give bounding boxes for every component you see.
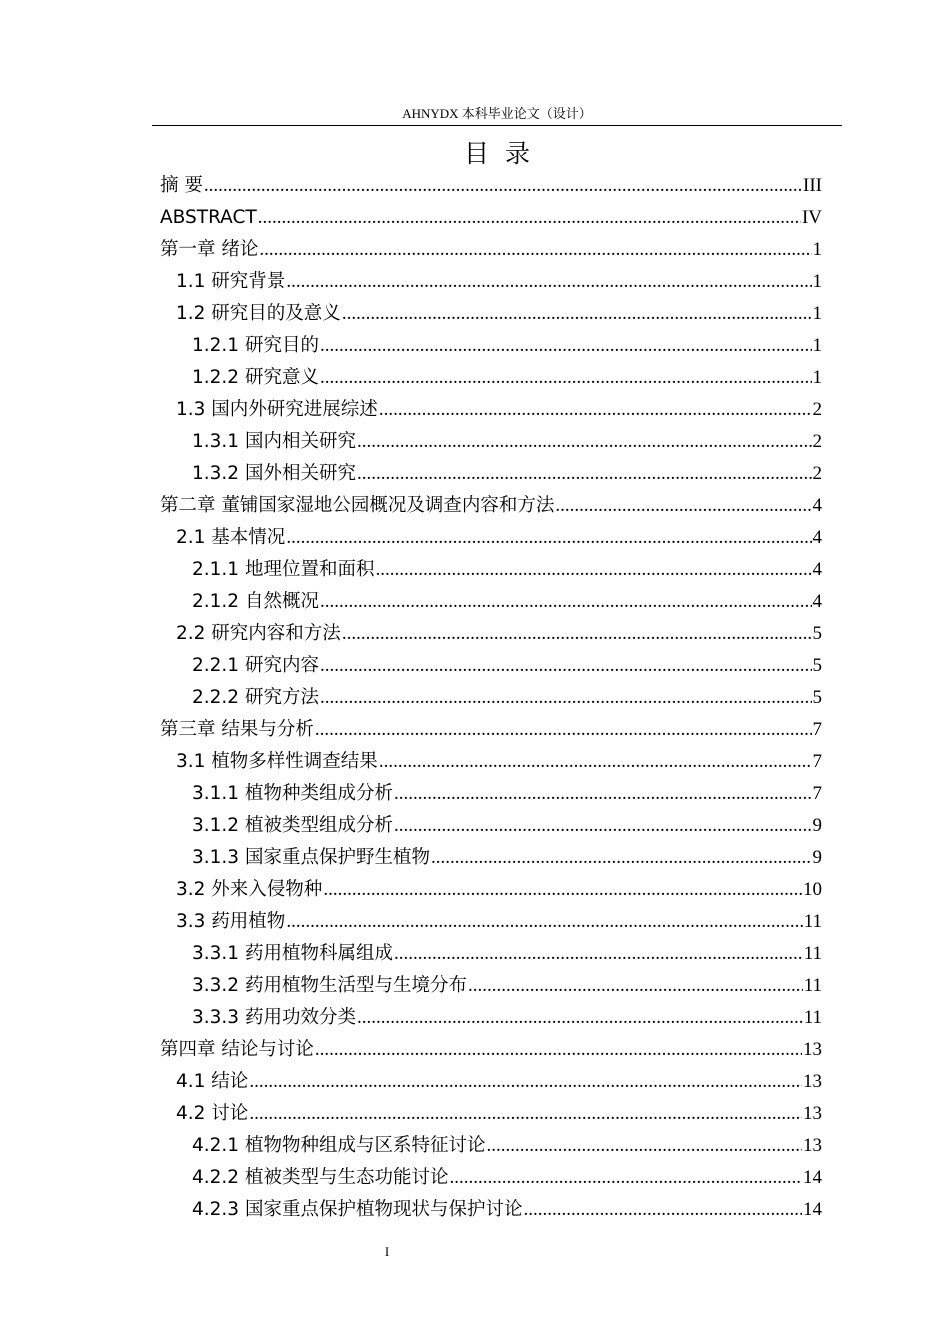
toc-entry-label: 第一章 绪论 — [160, 239, 259, 260]
toc-entry-label: 2.1.1 地理位置和面积 — [192, 559, 375, 580]
toc-entry[interactable] — [160, 586, 822, 618]
toc-entry[interactable] — [160, 362, 822, 394]
toc-entry-page: 2 — [812, 431, 822, 452]
toc-entry[interactable] — [160, 1066, 822, 1098]
toc-entry-label: 第二章 董铺国家湿地公园概况及调查内容和方法 — [160, 495, 555, 516]
toc-entry-label: 摘 要 — [160, 175, 203, 196]
toc-entry-label: 3.3.2 药用植物生活型与生境分布 — [192, 975, 467, 996]
toc-entry[interactable] — [160, 1130, 822, 1162]
toc-entry-label: 1.2 研究目的及意义 — [176, 303, 341, 324]
toc-entry-label: 2.2.1 研究内容 — [192, 655, 319, 676]
toc-entry-page: 14 — [803, 1199, 822, 1220]
toc-entry[interactable] — [160, 234, 822, 266]
toc-entry-label: 2.2 研究内容和方法 — [176, 623, 341, 644]
toc-dot-leader — [394, 778, 812, 810]
toc-entry-page: 10 — [803, 879, 822, 900]
toc-entry[interactable] — [160, 874, 822, 906]
toc-entry[interactable] — [160, 810, 822, 842]
toc-entry-label: 4.2 讨论 — [176, 1103, 249, 1124]
toc-entry[interactable] — [160, 426, 822, 458]
toc-dot-leader — [258, 202, 801, 234]
toc-entry-page: 5 — [812, 687, 822, 708]
toc-entry[interactable] — [160, 1034, 822, 1066]
toc-dot-leader — [249, 1066, 802, 1098]
toc-entry-page: 1 — [812, 335, 822, 356]
toc-entry-label: 4.2.1 植物物种组成与区系特征讨论 — [192, 1135, 486, 1156]
toc-dot-leader — [320, 682, 812, 714]
toc-dot-leader — [394, 938, 803, 970]
toc-entry-page: 7 — [812, 751, 822, 772]
toc-entry[interactable] — [160, 1194, 822, 1226]
toc-entry-label: 3.3 药用植物 — [176, 911, 286, 932]
toc-entry-label: 1.3 国内外研究进展综述 — [176, 399, 378, 420]
toc-entry-label: 4.1 结论 — [176, 1071, 249, 1092]
toc-entry-page: 9 — [812, 815, 822, 836]
toc-entry-label: 3.1.1 植物种类组成分析 — [192, 783, 393, 804]
toc-entry-page: 11 — [803, 911, 822, 932]
toc-dot-leader — [379, 746, 812, 778]
toc-dot-leader — [555, 490, 811, 522]
toc-dot-leader — [342, 298, 812, 330]
table-of-contents — [160, 170, 822, 1226]
toc-entry-page: 4 — [812, 527, 822, 548]
toc-entry[interactable] — [160, 714, 822, 746]
toc-entry[interactable] — [160, 170, 822, 202]
toc-dot-leader — [357, 1002, 803, 1034]
toc-dot-leader — [357, 426, 812, 458]
toc-entry-page: 4 — [812, 591, 822, 612]
toc-entry-page: III — [803, 175, 822, 196]
toc-entry-page: 13 — [803, 1135, 822, 1156]
toc-dot-leader — [249, 1098, 802, 1130]
toc-entry-page: 13 — [803, 1103, 822, 1124]
toc-entry-label: 2.2.2 研究方法 — [192, 687, 319, 708]
toc-entry-label: 3.3.3 药用功效分类 — [192, 1007, 356, 1028]
page-header: AHNYDX 本科毕业论文（设计） — [152, 104, 842, 126]
toc-entry-label: 2.1.2 自然概况 — [192, 591, 319, 612]
toc-entry-label: 4.2.3 国家重点保护植物现状与保护讨论 — [192, 1199, 523, 1220]
toc-entry-page: 1 — [812, 367, 822, 388]
toc-entry[interactable] — [160, 394, 822, 426]
toc-entry-page: 4 — [812, 495, 822, 516]
toc-entry[interactable] — [160, 554, 822, 586]
toc-entry[interactable] — [160, 202, 822, 234]
toc-dot-leader — [394, 810, 812, 842]
toc-dot-leader — [286, 906, 802, 938]
toc-dot-leader — [323, 874, 802, 906]
toc-entry-page: 5 — [812, 655, 822, 676]
toc-entry-label: 3.2 外来入侵物种 — [176, 879, 323, 900]
toc-dot-leader — [375, 554, 811, 586]
toc-dot-leader — [204, 170, 802, 202]
toc-entry-page: 4 — [812, 559, 822, 580]
toc-entry-label: 1.2.1 研究目的 — [192, 335, 319, 356]
toc-dot-leader — [315, 1034, 802, 1066]
toc-title: 目录 — [463, 139, 546, 168]
toc-entry-label: ABSTRACT — [160, 207, 257, 228]
toc-dot-leader — [486, 1130, 802, 1162]
toc-entry[interactable] — [160, 778, 822, 810]
toc-entry-page: 13 — [803, 1039, 822, 1060]
toc-dot-leader — [431, 842, 812, 874]
toc-entry-page: 9 — [812, 847, 822, 868]
toc-entry[interactable] — [160, 650, 822, 682]
toc-entry[interactable] — [160, 330, 822, 362]
toc-entry-label: 1.1 研究背景 — [176, 271, 286, 292]
page-number: I — [384, 1244, 390, 1259]
toc-entry[interactable] — [160, 1162, 822, 1194]
toc-entry-page: 11 — [803, 1007, 822, 1028]
toc-entry-page: 1 — [812, 239, 822, 260]
toc-dot-leader — [286, 266, 811, 298]
toc-dot-leader — [320, 586, 812, 618]
toc-dot-leader — [320, 362, 812, 394]
toc-dot-leader — [315, 714, 812, 746]
toc-dot-leader — [523, 1194, 802, 1226]
toc-entry-page: 7 — [812, 783, 822, 804]
toc-entry-label: 3.1 植物多样性调查结果 — [176, 751, 378, 772]
toc-entry-page: 2 — [812, 399, 822, 420]
toc-entry-page: 1 — [812, 303, 822, 324]
toc-entry-page: 2 — [812, 463, 822, 484]
toc-dot-leader — [357, 458, 812, 490]
toc-entry[interactable] — [160, 618, 822, 650]
toc-entry-page: 1 — [812, 271, 822, 292]
toc-entry[interactable] — [160, 522, 822, 554]
toc-dot-leader — [468, 970, 803, 1002]
toc-entry-page: 11 — [803, 975, 822, 996]
toc-entry-page: 11 — [803, 943, 822, 964]
toc-entry-page: IV — [801, 207, 822, 228]
toc-dot-leader — [259, 234, 811, 266]
toc-entry[interactable] — [160, 1098, 822, 1130]
toc-entry[interactable] — [160, 746, 822, 778]
toc-entry[interactable] — [160, 938, 822, 970]
toc-entry-page: 13 — [803, 1071, 822, 1092]
toc-entry[interactable] — [160, 298, 822, 330]
toc-entry[interactable] — [160, 682, 822, 714]
toc-entry[interactable] — [160, 1002, 822, 1034]
toc-entry-page: 5 — [812, 623, 822, 644]
toc-entry-label: 3.1.2 植被类型组成分析 — [192, 815, 393, 836]
toc-entry[interactable] — [160, 458, 822, 490]
toc-entry-page: 14 — [803, 1167, 822, 1188]
toc-entry-label: 1.3.2 国外相关研究 — [192, 463, 356, 484]
toc-dot-leader — [449, 1162, 802, 1194]
toc-entry-label: 3.1.3 国家重点保护野生植物 — [192, 847, 430, 868]
toc-entry-page: 7 — [812, 719, 822, 740]
toc-entry-label: 第三章 结果与分析 — [160, 719, 314, 740]
toc-entry-label: 4.2.2 植被类型与生态功能讨论 — [192, 1167, 449, 1188]
toc-entry[interactable] — [160, 970, 822, 1002]
toc-dot-leader — [379, 394, 812, 426]
toc-entry[interactable] — [160, 842, 822, 874]
toc-entry[interactable] — [160, 906, 822, 938]
toc-dot-leader — [342, 618, 812, 650]
toc-entry-label: 2.1 基本情况 — [176, 527, 286, 548]
toc-entry-label: 1.3.1 国内相关研究 — [192, 431, 356, 452]
toc-dot-leader — [320, 650, 812, 682]
toc-entry-label: 1.2.2 研究意义 — [192, 367, 319, 388]
toc-dot-leader — [286, 522, 811, 554]
toc-entry-label: 3.3.1 药用植物科属组成 — [192, 943, 393, 964]
toc-entry-label: 第四章 结论与讨论 — [160, 1039, 314, 1060]
toc-entry[interactable] — [160, 266, 822, 298]
toc-dot-leader — [320, 330, 812, 362]
toc-entry[interactable] — [160, 490, 822, 522]
